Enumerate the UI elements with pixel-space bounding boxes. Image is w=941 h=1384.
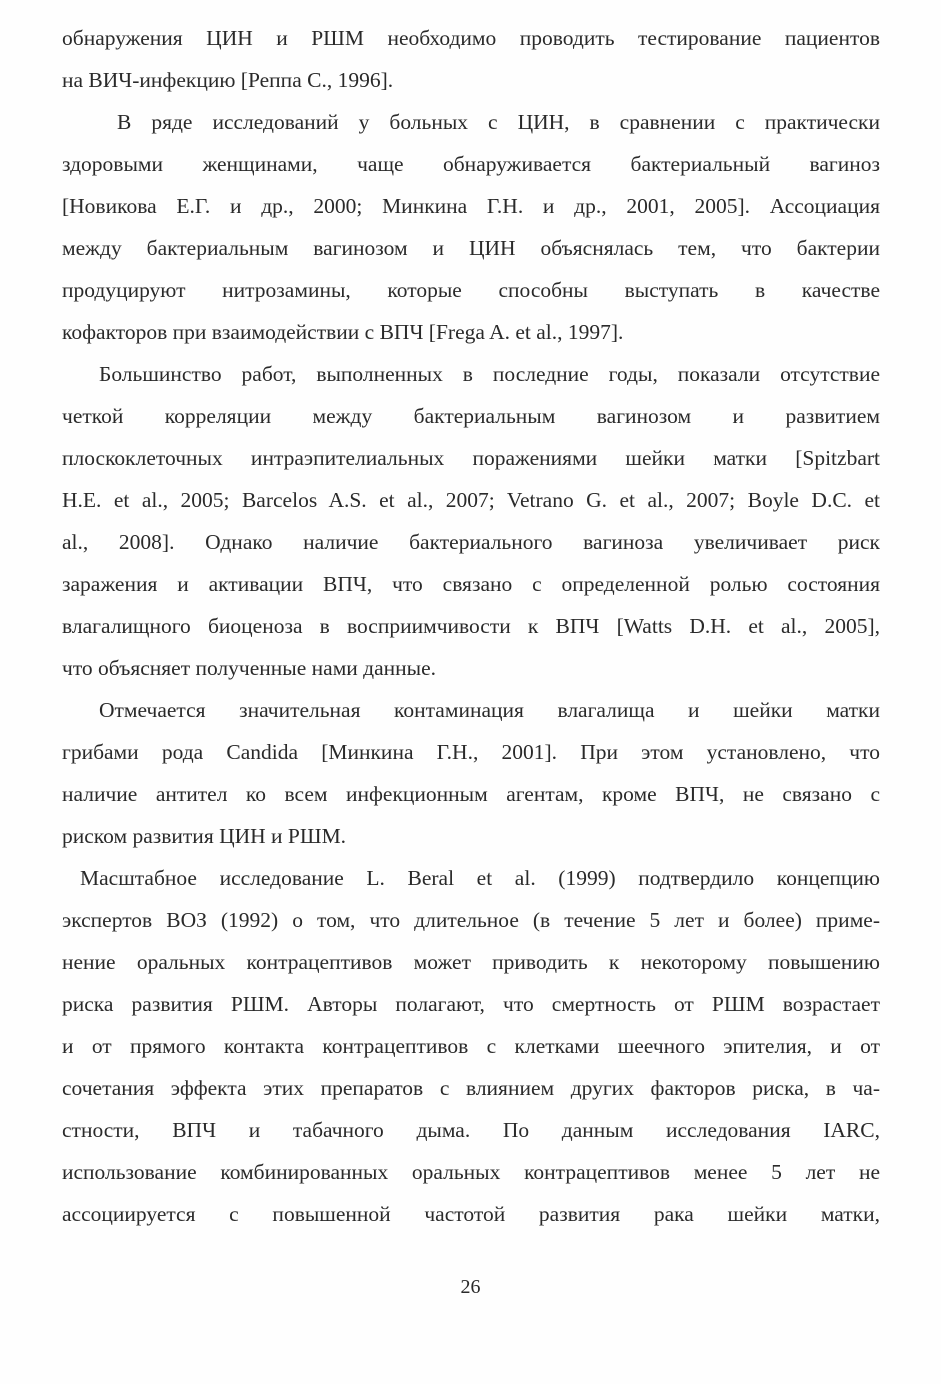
text-line: наличие антител ко всем инфекционным агентам, кроме ВПЧ, не связано с bbox=[62, 782, 880, 806]
text-line: риском развития ЦИН и РШМ. bbox=[62, 824, 347, 848]
text-line: [Новикова Е.Г. и др., 2000; Минкина Г.Н. и др., 2001, 2005]. Ассоциация bbox=[62, 194, 880, 218]
text-line: сочетания эффекта этих препаратов с влиянием других факторов риска, в ча- bbox=[62, 1076, 880, 1100]
text-line: и от прямого контакта контрацептивов с клетками шеечного эпителия, и от bbox=[62, 1034, 880, 1058]
text-line: экспертов ВОЗ (1992) о том, что длительное (в течение 5 лет и более) приме- bbox=[62, 908, 880, 932]
text-line: Масштабное исследование L. Beral et al. (1999) подтвердило концепцию bbox=[80, 866, 880, 890]
text-line: al., 2008]. Однако наличие бактериального вагиноза увеличивает риск bbox=[62, 530, 880, 554]
text-line: ассоциируется с повышенной частотой развития рака шейки матки, bbox=[62, 1202, 880, 1226]
text-line: заражения и активации ВПЧ, что связано с определенной ролью состояния bbox=[62, 572, 880, 596]
text-line: на ВИЧ-инфекцию [Реппа С., 1996]. bbox=[62, 68, 394, 92]
text-line: риска развития РШМ. Авторы полагают, что смертность от РШМ возрастает bbox=[62, 992, 880, 1016]
text-line: стности, ВПЧ и табачного дыма. По данным исследования IARC, bbox=[62, 1118, 880, 1142]
text-line: H.E. et al., 2005; Barcelos A.S. et al., 2007; Vetrano G. et al., 2007; Boyle D.C. et bbox=[62, 488, 880, 512]
text-line: здоровыми женщинами, чаще обнаруживается бактериальный вагиноз bbox=[62, 152, 880, 176]
text-line: грибами рода Candida [Минкина Г.Н., 2001]. При этом установлено, что bbox=[62, 740, 880, 764]
text-line: обнаружения ЦИН и РШМ необходимо проводить тестирование пациентов bbox=[62, 26, 880, 50]
text-line: между бактериальным вагинозом и ЦИН объяснялась тем, что бактерии bbox=[62, 236, 880, 260]
text-line: Большинство работ, выполненных в последние годы, показали отсутствие bbox=[99, 362, 880, 386]
text-line: влагалищного биоценоза в восприимчивости к ВПЧ [Watts D.H. et al., 2005], bbox=[62, 614, 880, 638]
text-line: кофакторов при взаимодействии с ВПЧ [Frega A. et al., 1997]. bbox=[62, 320, 624, 344]
text-line: продуцируют нитрозамины, которые способны выступать в качестве bbox=[62, 278, 880, 302]
text-line: В ряде исследований у больных с ЦИН, в сравнении с практически bbox=[117, 110, 880, 134]
text-line: что объясняет полученные нами данные. bbox=[62, 656, 437, 680]
text-line: четкой корреляции между бактериальным вагинозом и развитием bbox=[62, 404, 880, 428]
text-line: использование комбинированных оральных контрацептивов менее 5 лет не bbox=[62, 1160, 880, 1184]
text-line: плоскоклеточных интраэпителиальных поражениями шейки матки [Spitzbart bbox=[62, 446, 880, 470]
page-number: 26 bbox=[460, 1276, 481, 1298]
text-line: Отмечается значительная контаминация влагалища и шейки матки bbox=[99, 698, 880, 722]
text-line: нение оральных контрацептивов может приводить к некоторому повышению bbox=[62, 950, 880, 974]
